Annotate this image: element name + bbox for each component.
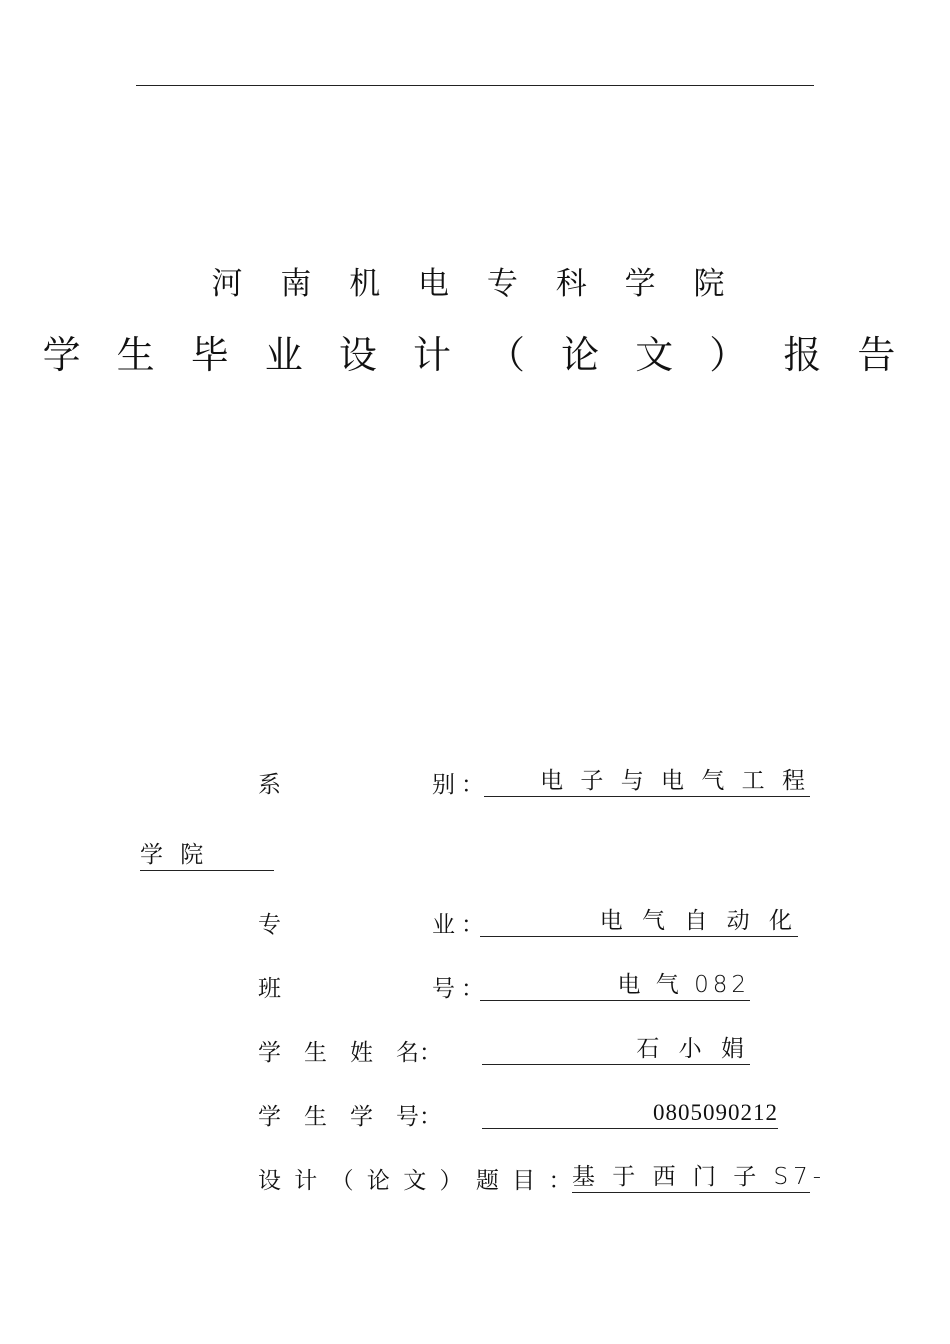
name-value bbox=[482, 1034, 750, 1065]
department-value-cont-text: 学 院 bbox=[140, 842, 209, 868]
department-label: 系 别： bbox=[258, 772, 490, 798]
class-value bbox=[480, 970, 750, 1001]
topic-value-text: 基 于 西 门 子 S7- bbox=[572, 1164, 827, 1190]
major-value-text: 电 气 自 动 化 bbox=[599, 908, 798, 934]
topic-value bbox=[572, 1162, 827, 1193]
header-rule bbox=[136, 85, 814, 86]
id-label: 学 生 学 号： bbox=[258, 1104, 442, 1130]
id-value-text: 0805090212 bbox=[653, 1100, 778, 1125]
name-value-text: 石 小 娟 bbox=[636, 1036, 750, 1062]
class-label: 班 号： bbox=[258, 976, 490, 1002]
major-value bbox=[480, 906, 798, 937]
id-value bbox=[482, 1098, 778, 1129]
department-value-cont bbox=[140, 840, 274, 871]
department-value-text: 电 子 与 电 气 工 程 bbox=[540, 768, 810, 794]
institution-name: 河 南 机 电 专 科 学 院 bbox=[211, 266, 739, 302]
topic-label: 设 计 （ 论 文 ） 题 目 ： bbox=[258, 1168, 575, 1194]
major-label: 专 业： bbox=[258, 912, 490, 938]
name-label: 学 生 姓 名： bbox=[258, 1040, 442, 1066]
report-title: 学 生 毕 业 设 计 （ 论 文 ） 报 告 bbox=[42, 333, 908, 377]
class-value-text: 电 气 082 bbox=[617, 972, 750, 998]
department-value bbox=[484, 766, 810, 797]
